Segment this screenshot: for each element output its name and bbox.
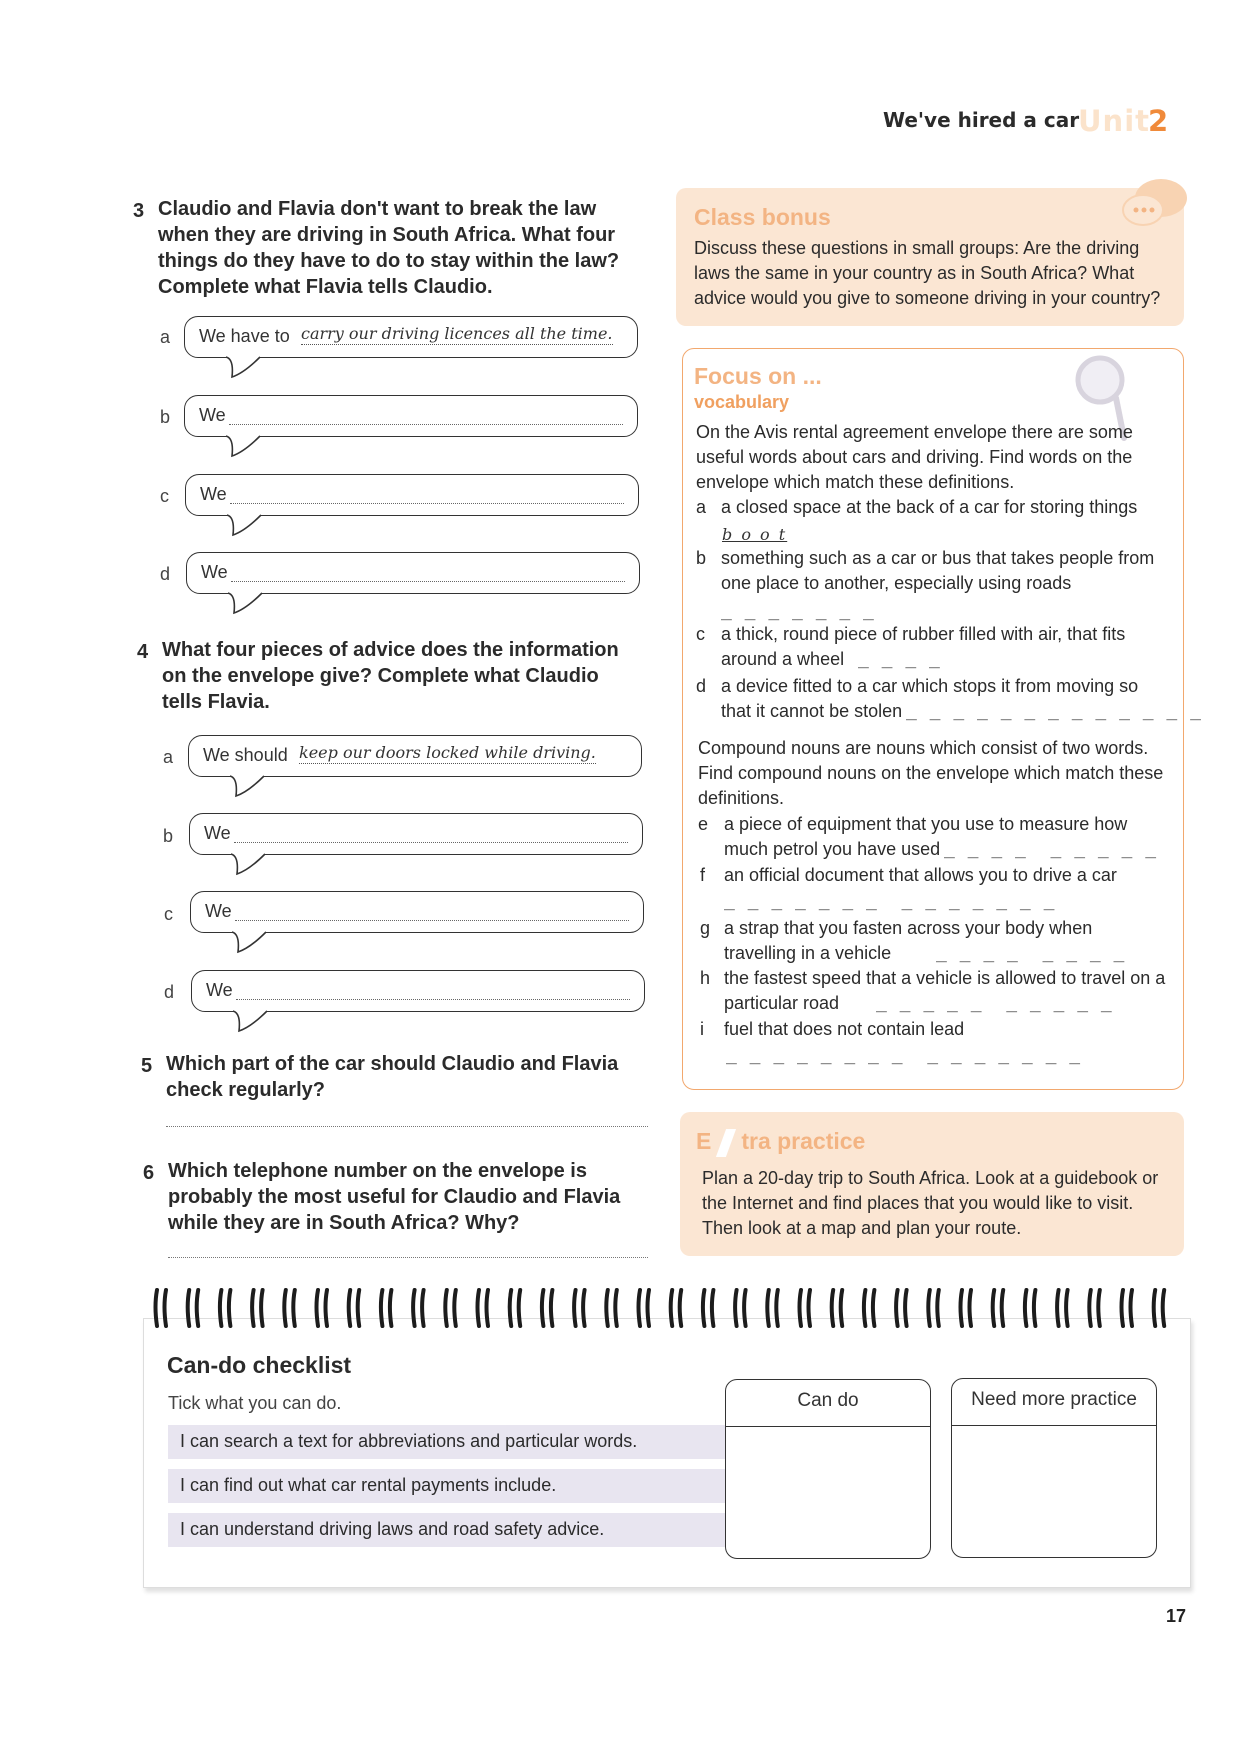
bubble-tail bbox=[231, 852, 267, 880]
spiral-ring bbox=[422, 1290, 424, 1326]
blank-answer[interactable]: _ _ _ _ _ _ _ _ bbox=[936, 942, 1126, 963]
spiral-ring bbox=[229, 1290, 231, 1326]
spiral-ring bbox=[197, 1290, 199, 1326]
spiral-ring bbox=[542, 1290, 544, 1326]
spiral-ring bbox=[1002, 1290, 1004, 1326]
header-title: We've hired a car bbox=[883, 108, 1080, 132]
spiral-ring bbox=[1131, 1290, 1133, 1326]
definition-letter: f bbox=[700, 865, 706, 885]
bubble-prefix: We bbox=[200, 484, 227, 504]
spiral-ring bbox=[928, 1290, 930, 1326]
spiral-ring bbox=[252, 1290, 254, 1326]
speech-bubbles-icon bbox=[1117, 176, 1189, 234]
spiral-ring bbox=[551, 1290, 553, 1326]
spiral-ring bbox=[1057, 1290, 1059, 1326]
blank-answer[interactable]: _ _ _ _ _ _ _ _ _ _ _ _ _ _ _ bbox=[726, 1044, 1082, 1065]
q3-bubble-a bbox=[184, 316, 638, 358]
class-bonus-box bbox=[676, 188, 1184, 326]
bubble-tail bbox=[232, 930, 268, 958]
x-mark-icon bbox=[716, 1129, 736, 1157]
q3-item-letter: b bbox=[160, 407, 171, 427]
blank-answer[interactable]: _ _ _ _ _ _ _ _ _ _ bbox=[876, 992, 1113, 1013]
definition-answer: b o o t bbox=[722, 525, 788, 544]
q4-bubble-c[interactable] bbox=[190, 891, 644, 933]
q3-bubble-b[interactable] bbox=[184, 395, 638, 437]
spiral-ring bbox=[1163, 1290, 1165, 1326]
definition-text: an official document that allows you to drive a car bbox=[724, 865, 1117, 885]
spiral-binding bbox=[143, 1286, 1189, 1332]
class-bonus-heading: Class bonus bbox=[694, 204, 831, 230]
spiral-ring bbox=[317, 1290, 319, 1326]
spiral-ring bbox=[615, 1290, 617, 1326]
spiral-ring bbox=[671, 1290, 673, 1326]
checklist-title: Can-do checklist bbox=[167, 1352, 352, 1378]
spiral-ring bbox=[864, 1290, 866, 1326]
definition-letter: c bbox=[696, 624, 705, 644]
can-do-column[interactable] bbox=[725, 1379, 931, 1559]
q3-item-letter: d bbox=[160, 564, 171, 584]
definition-text: a thick, round piece of rubber filled with air, that fits around a wheel bbox=[721, 624, 1126, 669]
spiral-ring bbox=[1122, 1290, 1124, 1326]
column-divider bbox=[726, 1426, 930, 1427]
spiral-ring bbox=[487, 1290, 489, 1326]
unit-number: 2 bbox=[1148, 104, 1169, 138]
spiral-ring bbox=[905, 1290, 907, 1326]
answer-line[interactable] bbox=[229, 424, 623, 425]
checklist-item bbox=[168, 1513, 728, 1547]
focus-heading: Focus on ... bbox=[694, 363, 822, 389]
checklist-item-text: I can search a text for abbreviations and particular words. bbox=[180, 1431, 638, 1451]
extra-practice-box bbox=[680, 1112, 1184, 1256]
definition-text: a strap that you fasten across your body when travelling in a vehicle bbox=[724, 918, 1093, 963]
spiral-ring bbox=[1034, 1290, 1036, 1326]
spiral-ring bbox=[1025, 1290, 1027, 1326]
definition-letter: a bbox=[696, 497, 707, 517]
checklist-item bbox=[168, 1469, 728, 1503]
spiral-ring bbox=[712, 1290, 714, 1326]
spiral-ring bbox=[970, 1290, 972, 1326]
need-more-practice-column[interactable] bbox=[951, 1378, 1157, 1558]
q4-item-letter: a bbox=[163, 747, 174, 767]
bubble-prefix: We bbox=[206, 980, 233, 1000]
q3-item-letter: a bbox=[160, 327, 171, 347]
q4-bubble-d[interactable] bbox=[191, 970, 645, 1012]
spiral-ring bbox=[937, 1290, 939, 1326]
spiral-ring bbox=[583, 1290, 585, 1326]
spiral-ring bbox=[744, 1290, 746, 1326]
focus-intro: On the Avis rental agreement envelope there are some useful words about cars and driving. Find words on the envelope which match these definitions. bbox=[696, 422, 1133, 492]
definition-text: a device fitted to a car which stops it from moving so that it cannot be stolen bbox=[721, 676, 1139, 721]
q3-bubble-c[interactable] bbox=[185, 474, 639, 516]
q3-item-letter: c bbox=[160, 486, 169, 506]
q4-item-letter: b bbox=[163, 826, 174, 846]
spiral-ring bbox=[390, 1290, 392, 1326]
spiral-ring bbox=[873, 1290, 875, 1326]
bubble-tail bbox=[226, 355, 262, 383]
spiral-ring bbox=[519, 1290, 521, 1326]
spiral-ring bbox=[1098, 1290, 1100, 1326]
spiral-ring bbox=[896, 1290, 898, 1326]
compound-intro: Compound nouns are nouns which consist of two words. Find compound nouns on the envelope which match these definitions. bbox=[698, 738, 1164, 808]
blank-answer[interactable]: _ _ _ _ _ _ _ _ _ bbox=[944, 838, 1158, 859]
bubble-tail bbox=[227, 513, 263, 541]
bubble-tail bbox=[230, 774, 266, 802]
spiral-ring bbox=[478, 1290, 480, 1326]
spiral-ring bbox=[358, 1290, 360, 1326]
spiral-ring bbox=[606, 1290, 608, 1326]
spiral-ring bbox=[809, 1290, 811, 1326]
bubble-prefix: We bbox=[201, 562, 228, 582]
bubble-prefix: We have to bbox=[199, 326, 290, 346]
answer-line[interactable] bbox=[230, 503, 624, 504]
spiral-ring bbox=[413, 1290, 415, 1326]
q3-text: Claudio and Flavia don't want to break the law when they are driving in South Africa. What four things do they have to do to stay within the law? Complete what Flavia tells Claudio. bbox=[158, 198, 620, 298]
definition-letter: d bbox=[696, 676, 707, 696]
q4-item-letter: d bbox=[164, 982, 175, 1002]
bubble-tail bbox=[228, 591, 264, 619]
definition-text: the fastest speed that a vehicle is allowed to travel on a particular road bbox=[724, 968, 1166, 1013]
spiral-ring bbox=[156, 1290, 158, 1326]
q5-number: 5 bbox=[141, 1055, 153, 1077]
spiral-ring bbox=[735, 1290, 737, 1326]
q6-number: 6 bbox=[143, 1162, 155, 1184]
spiral-ring bbox=[188, 1290, 190, 1326]
q4-answer-a: keep our doors locked while driving. bbox=[299, 743, 596, 762]
column-divider bbox=[952, 1425, 1156, 1426]
q4-bubble-b[interactable] bbox=[189, 813, 643, 855]
spiral-ring bbox=[261, 1290, 263, 1326]
bubble-tail bbox=[233, 1009, 269, 1037]
spiral-ring bbox=[349, 1290, 351, 1326]
q4-item-letter: c bbox=[164, 904, 173, 924]
answer-line[interactable] bbox=[235, 920, 629, 921]
spiral-ring bbox=[767, 1290, 769, 1326]
spiral-ring bbox=[703, 1290, 705, 1326]
q6-answer-line[interactable] bbox=[168, 1257, 648, 1258]
definition-letter: g bbox=[700, 918, 711, 938]
bubble-prefix: We should bbox=[203, 745, 288, 765]
bubble-prefix: We bbox=[199, 405, 226, 425]
q5-answer-line[interactable] bbox=[166, 1126, 648, 1127]
answer-line[interactable] bbox=[236, 999, 630, 1000]
checklist-instruction: Tick what you can do. bbox=[168, 1393, 342, 1413]
unit-label: Unit bbox=[1078, 104, 1150, 138]
spiral-ring bbox=[284, 1290, 286, 1326]
q4-number: 4 bbox=[137, 641, 149, 663]
spiral-ring bbox=[445, 1290, 447, 1326]
checklist-item bbox=[168, 1425, 728, 1459]
definition-text: fuel that does not contain lead bbox=[724, 1019, 965, 1039]
spiral-ring bbox=[1154, 1290, 1156, 1326]
definition-letter: h bbox=[700, 968, 711, 988]
spiral-ring bbox=[510, 1290, 512, 1326]
definition-letter: e bbox=[698, 814, 709, 834]
extra-heading-rest: tra practice bbox=[741, 1128, 866, 1154]
page-number: 17 bbox=[1166, 1606, 1187, 1626]
extra-practice-text: Plan a 20-day trip to South Africa. Look at a guidebook or the Internet and find places that you would like to visit. Then look at a map and plan your route. bbox=[702, 1168, 1159, 1238]
can-do-label: Can do bbox=[797, 1390, 859, 1411]
definition-letter: i bbox=[700, 1019, 704, 1039]
bubble-prefix: We bbox=[205, 901, 232, 921]
spiral-ring bbox=[1066, 1290, 1068, 1326]
spiral-ring bbox=[841, 1290, 843, 1326]
spiral-ring bbox=[648, 1290, 650, 1326]
q5-text: Which part of the car should Claudio and Flavia check regularly? bbox=[166, 1053, 619, 1101]
blank-answer[interactable]: _ _ _ _ _ _ _ _ _ _ _ _ _ _ bbox=[724, 890, 1056, 911]
blank-answer[interactable]: _ _ _ _ _ _ _ _ _ _ _ _ _ bbox=[906, 700, 1202, 721]
definition-text: a closed space at the back of a car for storing things bbox=[721, 497, 1138, 517]
spiral-ring bbox=[165, 1290, 167, 1326]
spiral-ring bbox=[293, 1290, 295, 1326]
checklist-item-text: I can understand driving laws and road safety advice. bbox=[180, 1519, 605, 1539]
spiral-ring bbox=[961, 1290, 963, 1326]
definition-text: something such as a car or bus that takes people from one place to another, especially using roads bbox=[721, 548, 1155, 593]
spiral-ring bbox=[639, 1290, 641, 1326]
checklist-item-text: I can find out what car rental payments include. bbox=[180, 1475, 557, 1495]
bubble-tail bbox=[226, 434, 262, 462]
spiral-ring bbox=[454, 1290, 456, 1326]
class-bonus-text: Discuss these questions in small groups: Are the driving laws the same in your country as in South Africa? What advice would you give to someone driving in your country? bbox=[694, 238, 1161, 308]
q3-number: 3 bbox=[133, 200, 145, 222]
q6-text: Which telephone number on the envelope is probably the most useful for Claudio and Flavia while they are in South Africa? Why? bbox=[168, 1160, 621, 1234]
extra-practice-heading bbox=[696, 1128, 865, 1157]
answer-line[interactable] bbox=[231, 581, 625, 582]
spiral-ring bbox=[220, 1290, 222, 1326]
definition-text: a piece of equipment that you use to measure how much petrol you have used bbox=[724, 814, 1128, 859]
spiral-ring bbox=[326, 1290, 328, 1326]
q4-text: What four pieces of advice does the information on the envelope give? Complete what Claudio tells Flavia. bbox=[162, 639, 619, 713]
spiral-ring bbox=[1089, 1290, 1091, 1326]
need-more-practice-label: Need more practice bbox=[971, 1389, 1137, 1410]
q3-answer-a: carry our driving licences all the time. bbox=[301, 324, 613, 343]
spiral-ring bbox=[381, 1290, 383, 1326]
focus-subheading: vocabulary bbox=[694, 392, 790, 412]
answer-line[interactable] bbox=[234, 842, 628, 843]
spiral-ring bbox=[574, 1290, 576, 1326]
q3-bubble-d[interactable] bbox=[186, 552, 640, 594]
spiral-ring bbox=[993, 1290, 995, 1326]
bubble-prefix: We bbox=[204, 823, 231, 843]
extra-heading-e: E bbox=[696, 1128, 712, 1154]
spiral-ring bbox=[680, 1290, 682, 1326]
definition-letter: b bbox=[696, 548, 707, 568]
spiral-ring bbox=[800, 1290, 802, 1326]
q4-bubble-a bbox=[188, 735, 642, 777]
blank-answer[interactable]: _ _ _ _ bbox=[858, 648, 941, 669]
spiral-ring bbox=[832, 1290, 834, 1326]
spiral-ring bbox=[776, 1290, 778, 1326]
blank-answer[interactable]: _ _ _ _ _ _ _ bbox=[721, 600, 875, 621]
